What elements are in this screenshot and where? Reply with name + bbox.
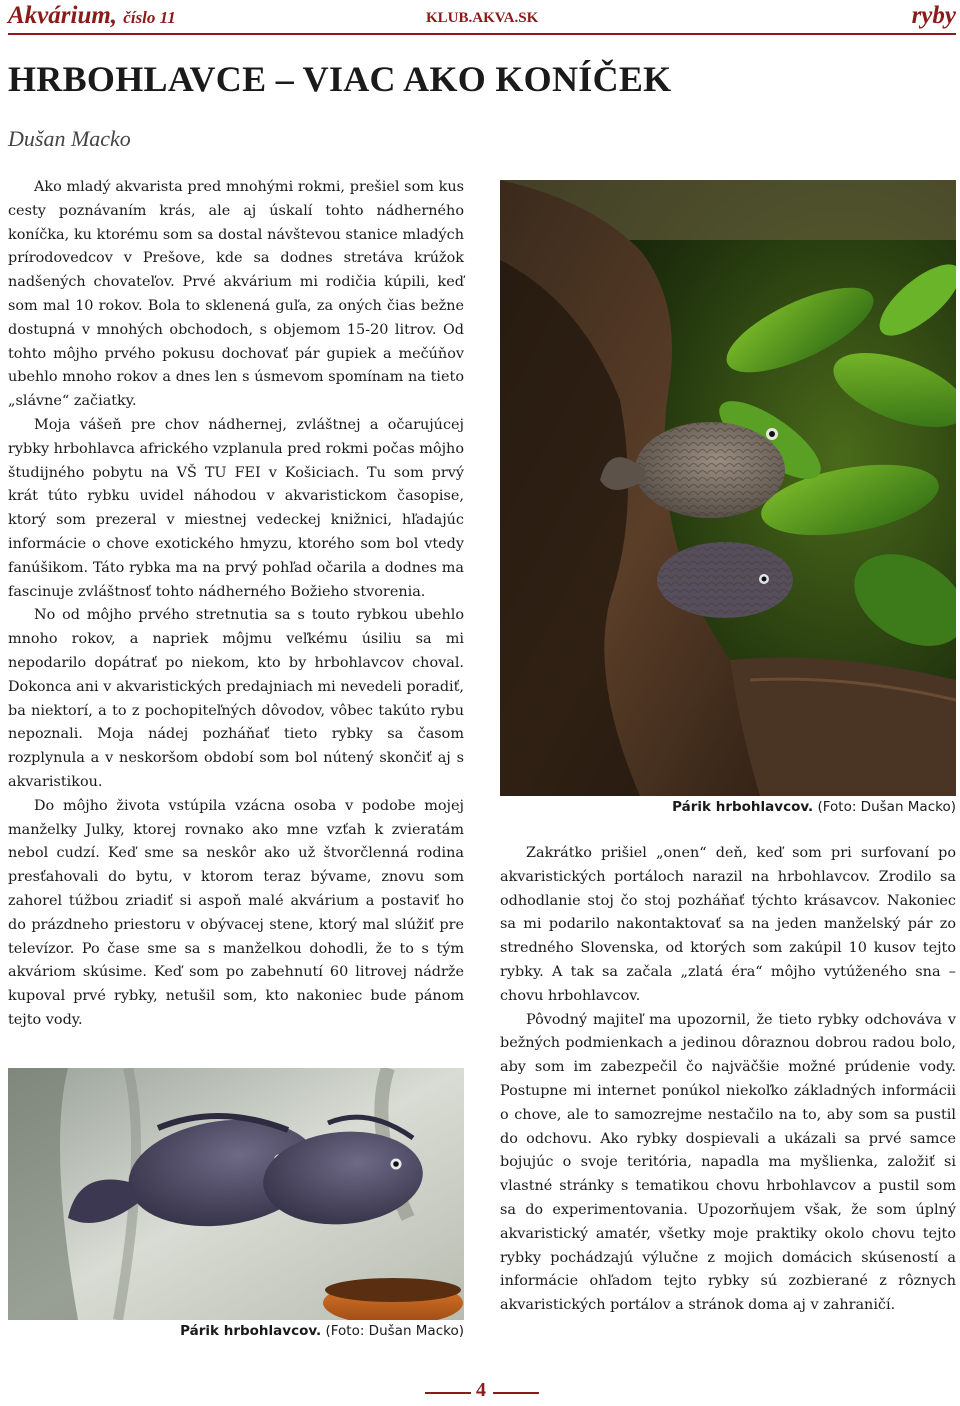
paragraph: Do môjho života vstúpila vzácna osoba v podobe mojej manželky Julky, ktorej rovnako ako mne vzťah k zvieratám nebol cudzí. Keď sme sa neskôr ako už štvorčlenná rodina presťahovali do bytu, v ktorom teraz bývame, znovu som zahorel túžbou zriadiť si aspoň malé akvárium a postaviť ho do prázdneho priestoru v obývacej stene, ktorý mal slúžiť pre televízor. Po čase sme sa s manželkou dohodli, že to s tým akváriom skúsime. Keď som po zabehnutí 60 litrovej nádrže kupoval prvé rybky, netušil som, kto nakoniec bude pánom tejto vody. (8, 797, 464, 1028)
paragraph: Pôvodný majiteľ ma upozornil, že tieto rybky odchováva v bežných podmienkach a jedinou dôraznou dobrou radou bolo, aby som im zabezpečil čo najväčšie možné prúdenie vody. Postupne mi internet ponúkol niekoľko základných informácii o chove, ale to samozrejme nestačilo na to, aby som sa pustil do odchovu. Ako rybky dospievali a ukázali sa prvé samce bojujúc o svoje teritória, napadla ma myšlienka, založiť si vlastné stránky s tematikou chovu hrbohlavcov a pustil som sa do experimentovania. Upozorňujem však, že som úplný akvaristický amatér, všetky moje praktiky okolo chovu tejto rybky pochádzajú výlučne z mojich domácich skúseností a informácie ohľadom tejto rybky sú zozbierané z rôznych akvaristických portálov a stránok doma aj v zahraničí. (500, 1011, 956, 1314)
left-column (8, 176, 464, 1033)
article-title: HRBOHLAVCE – VIAC AKO KONÍČEK (8, 59, 672, 99)
aquarium-image (8, 1068, 464, 1320)
paragraph: Ako mladý akvarista pred mnohými rokmi, prešiel som kus cesty poznávaním krás, ale aj úskalí tohto nádherného koníčka, ku ktorému som sa dostal návštevou stanice mladých prírodovedcov v Prešove, kde sa dodnes stretáva krúžok nadšených chovateľov. Prvé akvárium mi rodičia kúpili, keď som mal 10 rokov. Bola to sklenená guľa, za oných čias bežne dostupná v mnohých obchodoch, s objemom 15-20 litrov. Od tohto môjho prvého pokusu dochovať pár gupiek a mečúňov ubehlo mnoho rokov a dnes len s úsmevom spomínam na tieto „slávne“ začiatky. (8, 179, 464, 410)
figure-caption-bottom: Párik hrbohlavcov. (Foto: Dušan Macko) (180, 1323, 464, 1339)
right-column (500, 842, 956, 1318)
section-label: ryby (911, 2, 956, 29)
magazine-name: Akvárium, číslo 11 (8, 2, 176, 29)
figure-caption-top: Párik hrbohlavcov. (Foto: Dušan Macko) (672, 799, 956, 815)
footer-rule-left (425, 1392, 471, 1394)
fish-photo-bottom (8, 1068, 464, 1320)
page-header (8, 2, 956, 36)
fish-2 (657, 542, 793, 618)
paragraph: Moja vášeň pre chov nádhernej, zvláštnej a očarujúcej rybky hrbohlavca afrického vzplanula pred rokmi počas môjho študijného pobytu na VŠ TU FEI v Košiciach. Tu som prvý krát túto rybku uvidel náhodou v akvaristickom časopise, ktorý som prezeral v miestnej vedeckej knižnici, hľadajúc informácie o chove exotického hmyzu, ktorého som bol vtedy fanúšikom. Táto rybka ma na prvý pohľad očarila a dodnes ma fascinuje zvláštnosť tohto nádherného Božieho stvorenia. (8, 416, 464, 600)
footer-rule-right (493, 1392, 539, 1394)
aquarium-image (500, 180, 956, 796)
site-link[interactable]: KLUB.AKVA.SK (426, 10, 539, 26)
fish-photo-top (500, 180, 956, 796)
header-divider (8, 33, 956, 35)
article-author: Dušan Macko (8, 126, 131, 151)
page-number: 4 (476, 1379, 486, 1401)
paragraph: No od môjho prvého stretnutia sa s touto rybkou ubehlo mnoho rokov, a napriek môjmu veľkému úsiliu sa mi nepodarilo dopátrať po niekom, kto by hrbohlavcov choval. Dokonca ani v akvaristických predajniach mi nevedeli poradiť, ba niektorí, a to z pochopiteľných dôvodov, vôbec takúto rybu nepoznali. Moja nádej pozháňať tieto rybky sa časom rozplynula a v neskoršom období som bol nútený skončiť aj s akvaristikou. (8, 607, 464, 790)
issue-number: číslo 11 (123, 8, 176, 27)
paragraph: Zakrátko prišiel „onen“ deň, keď som pri surfovaní po akvaristických portáloch narazil na hrbohlavcov. Zrodilo sa odhodlanie stoj čo stoj pozháňať týchto krásavcov. Nakoniec sa mi podarilo nakontaktovať sa na jeden manželský pár zo stredného Slovenska, od ktorých som zakúpil 10 kusov tejto rybky. A tak sa začala „zlatá éra“ môjho vytúženého sna – chovu hrbohlavcov. (500, 845, 956, 1004)
